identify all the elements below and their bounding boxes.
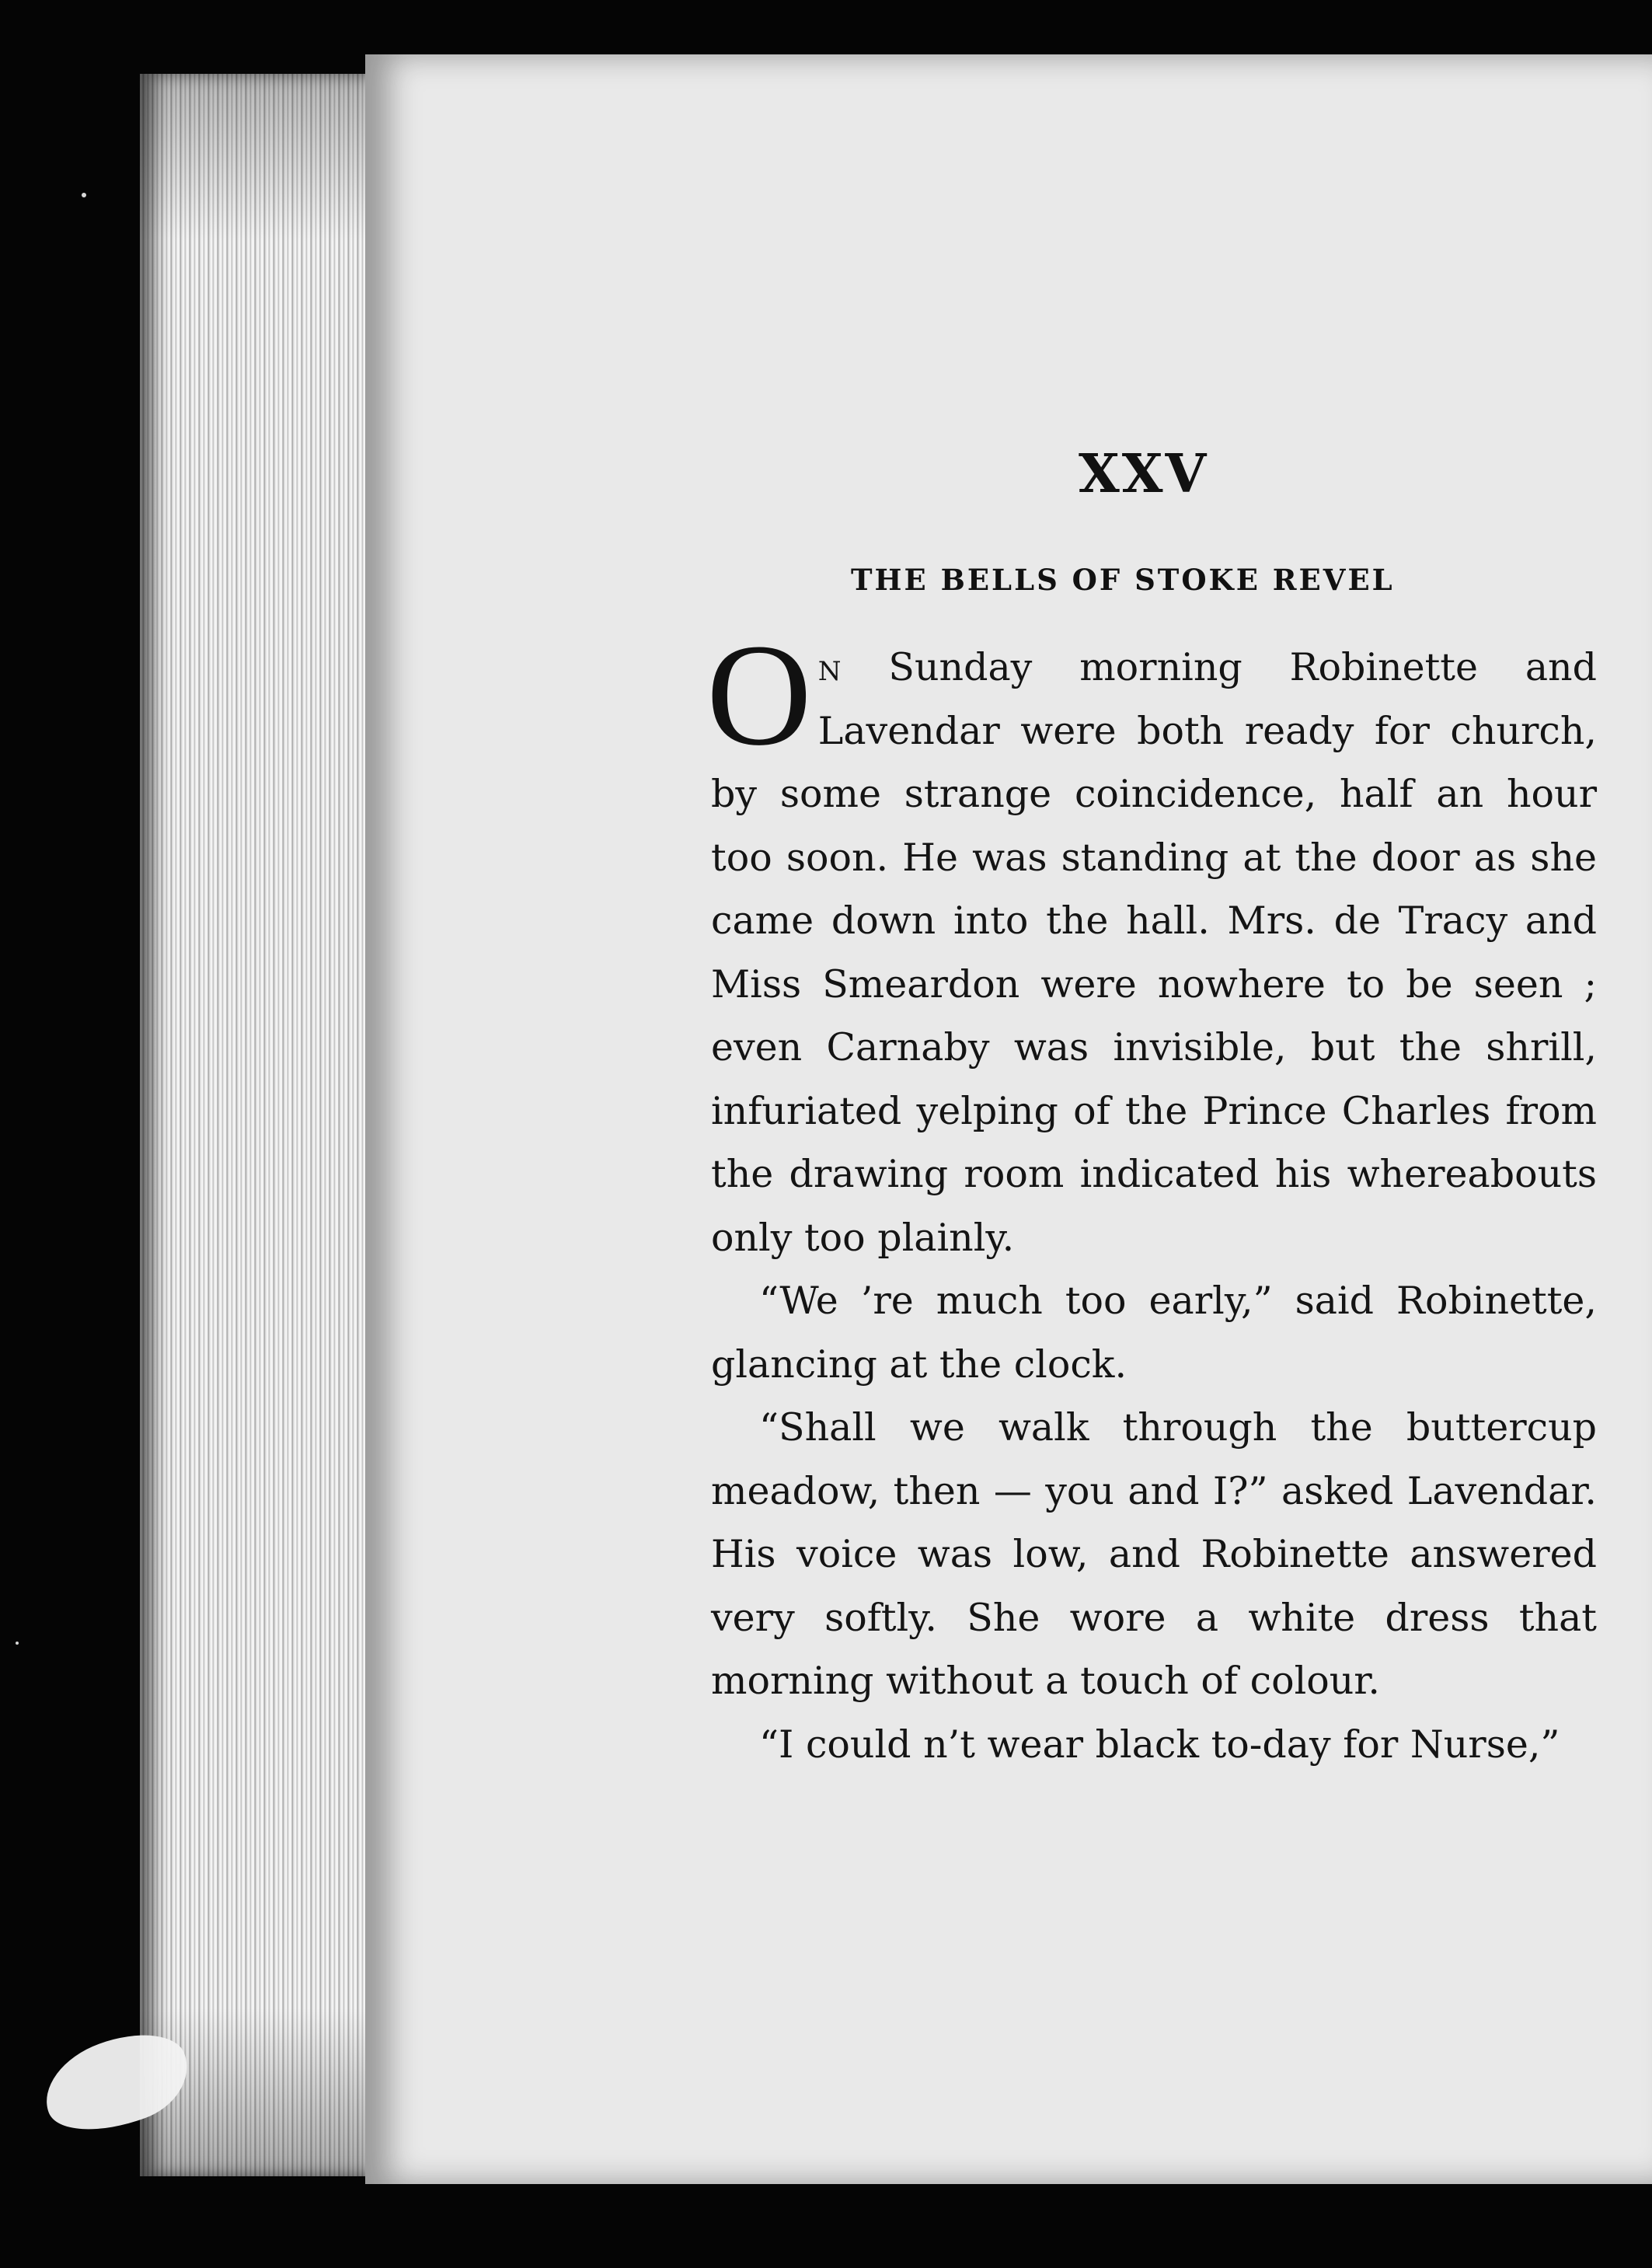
drop-cap: O [706,613,812,776]
chapter-title: THE BELLS OF STOKE REVEL [851,563,1395,597]
dust-speck [82,193,86,197]
first-word-rest: n [817,645,842,689]
paragraph-1-text: Sunday morning Robinette and Lavendar were both ready for church, by some strange coincidence, half an hour too soon. He was standing at the door as she came down into the hall. Mrs. de Tracy and Miss Smeardon were nowhere to be seen ; even Carnaby was invisible, but the shrill, infuriated yelping of the Prince Charles from the drawing room indicated his whereabouts only too plainly. [711,645,1597,1260]
paragraph-4: “I could n’t wear black to-day for Nurse,” [759,1722,1560,1767]
book-page-edges [140,74,373,2176]
dust-speck [16,1642,19,1645]
paragraph-2: “We ’re much too early,” said Robinette, glancing at the clock. [711,1279,1597,1387]
paragraph-1 [706,613,1597,1269]
paragraph-3: “Shall we walk through the buttercup meadow, then — you and I?” asked Lavendar. His voice was low, and Robinette answered very softly. She wore a white dress that morning without a touch of colour. [711,1405,1597,1703]
chapter-number: XXV [1079,443,1209,505]
body-text [706,613,1597,1776]
